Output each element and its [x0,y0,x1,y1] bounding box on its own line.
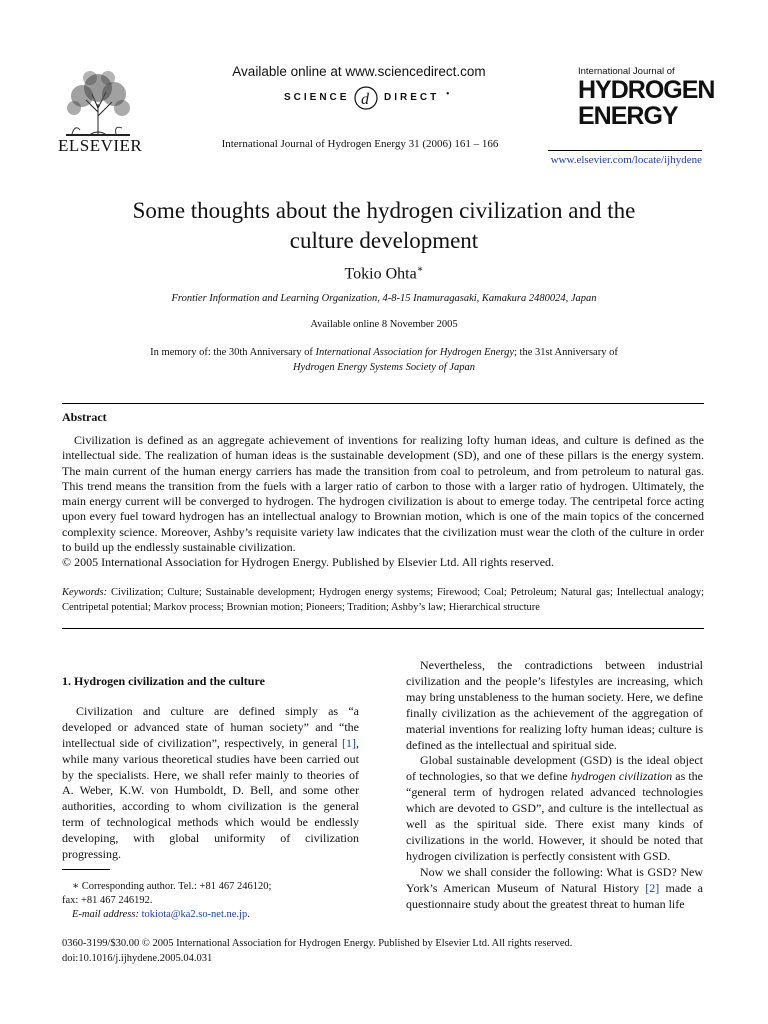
sciencedirect-logo [268,84,468,112]
footnote-email-line [62,908,359,922]
left-column [62,674,359,863]
journal-logo-subtitle: International Journal of [578,66,675,77]
left-p1-text-b: , while many various theoretical studies have been carried out by the specialists. Here, we shall refer mainly to theories of A. Weber, K.W. von Humboldt, D. Bell, and some other authorities, according to whom civilization is the general term of technological methods which would be endlessly developing, with global uniformity of civilization progressing. [62,735,359,862]
email-period: . [247,909,250,920]
author-name [100,264,668,283]
left-p1-text-a: Civilization and culture are defined simply as “a developed or advanced state of human society” and “the intellectual side of civilization”, respectively, in general [62,703,359,750]
footnote [62,880,359,922]
abstract-top-rule [62,403,704,404]
right-p3-text-b: made a questionnaire study about the greatest threat to human life [406,880,704,911]
memory-org-2: Hydrogen Energy Systems Society of Japan [292,362,476,373]
available-online-text[interactable]: Available online at www.sciencedirect.com [232,64,486,79]
paper-title-line2: culture development [289,228,479,253]
doi-line[interactable]: doi:10.1016/j.ijhydene.2005.04.031 [62,953,213,964]
publisher-name: ELSEVIER [58,136,143,155]
reference-link-1[interactable]: [1] [342,735,356,750]
sd-d-icon [352,84,380,112]
abstract-copyright: © 2005 International Association for Hydrogen Energy. Published by Elsevier Ltd. All rights reserved. [62,555,555,570]
footnote-rule [62,869,110,870]
memory-org-1: International Association for Hydrogen Energy [315,347,515,358]
memory-dedication [100,345,668,375]
right-p2-text-a: Global sustainable development (GSD) is the ideal object of technologies, so that we define [406,753,703,784]
right-paragraph-2 [406,753,703,864]
keywords-label: Keywords: [62,587,108,598]
keywords-list: Civilization; Culture; Sustainable development; Hydrogen energy systems; Firewood; Coal; Petroleum; Natural gas; Intellectual analogy; Centripetal potential; Markov process; Brownian motion; Pioneers; Tradition; Ashby’s law; Hierarchical structure [62,587,704,613]
journal-citation: International Journal of Hydrogen Energy 31 (2006) 161 – 166 [221,138,499,150]
author-footnote-mark[interactable]: ∗ [416,264,424,275]
svg-text:d: d [361,91,369,108]
bottom-matter [62,936,704,966]
available-date: Available online 8 November 2005 [310,319,458,330]
footnote-line-2: fax: +81 467 246192. [62,895,153,906]
journal-logo [578,66,715,144]
abstract-body [62,433,704,571]
footnote-line-1: ∗ Corresponding author. Tel.: +81 467 246120; [72,881,272,892]
keywords [62,585,704,615]
left-paragraph-1 [62,704,359,863]
right-p2-text-b: as the “general term of hydrogen related advanced technologies which are devoted to GSD”, and culture is the intellectual as well as the spiritual side. There exist many kinds of civilizations in the world. However, it should be noted that hydrogen civilization is perfectly consistent with GSD. [406,769,703,863]
memory-text-c: ; the 31st Anniversary of [514,347,618,358]
sd-direct-word: DIRECT [384,92,440,103]
author-text: Tokio Ohta [344,265,417,283]
section-heading: 1. Hydrogen civilization and the culture [62,674,265,688]
right-p3-text-a: Now we shall consider the following: What is GSD? New York’s American Museum of Natural History [406,864,703,895]
right-p2-emphasis: hydrogen civilization [570,769,673,784]
journal-logo-energy: ENERGY [578,102,678,130]
right-column [406,658,703,913]
affiliation: Frontier Information and Learning Organization, 4-8-15 Inamuragasaki, Kamakura 2480024, Japan [171,293,597,304]
right-paragraph-1: Nevertheless, the contradictions between industrial civilization and the people’s lifestyles are increasing, which may bring unstableness to the human society. Here, we define finally civilization as the achievement of the aggregation of material inventions for realizing lofty human ideas; culture is defined as the intellectual and spiritual side. [406,658,703,752]
reference-link-2[interactable]: [2] [645,880,660,895]
memory-text-a: In memory of: the 30th Anniversary of [150,347,316,358]
abstract-heading: Abstract [62,410,107,424]
email-label: E-mail address: [72,909,139,920]
sd-science-word: SCIENCE [284,92,350,103]
sd-dot-icon: • [446,89,450,100]
issn-line: 0360-3199/$30.00 © 2005 International Association for Hydrogen Energy. Published by Elsevier Ltd. All rights reserved. [62,938,573,949]
paper-title [100,196,668,256]
journal-url-link[interactable]: www.elsevier.com/locate/ijhydene [550,154,702,166]
right-paragraph-3 [406,865,703,913]
abstract-paragraph: Civilization is defined as an aggregate achievement of inventions for realizing lofty human ideas, and culture is defined as the intellectual side. The realization of human ideas is the sustainable development (SD), and one of these pillars is the energy system. The main current of the human energy carriers has made the transition from coal to petroleum, and from petroleum to natural gas. This trend means the transition from the fuels with a larger ratio of carbon to those with a larger ratio of hydrogen. Ultimately, the main energy current will be converged to hydrogen. The hydrogen civilization is about to emerge today. The centripetal force acting upon every fuel toward hydrogen has an intellectual analogy to Brownian motion, which is one of the main topics of the concerned complexity science. Moreover, Ashby’s requisite variety law indicates that the civilization must wear the cloth of the culture in order to build up the endlessly sustainable civilization. [62,433,704,555]
journal-logo-hydrogen: HYDROGEN [578,76,715,104]
abstract-bottom-rule [62,628,704,629]
paper-title-line1: Some thoughts about the hydrogen civilization and the [132,198,636,223]
header-divider [548,150,702,151]
email-link[interactable]: tokiota@ka2.so-net.ne.jp [141,909,248,920]
